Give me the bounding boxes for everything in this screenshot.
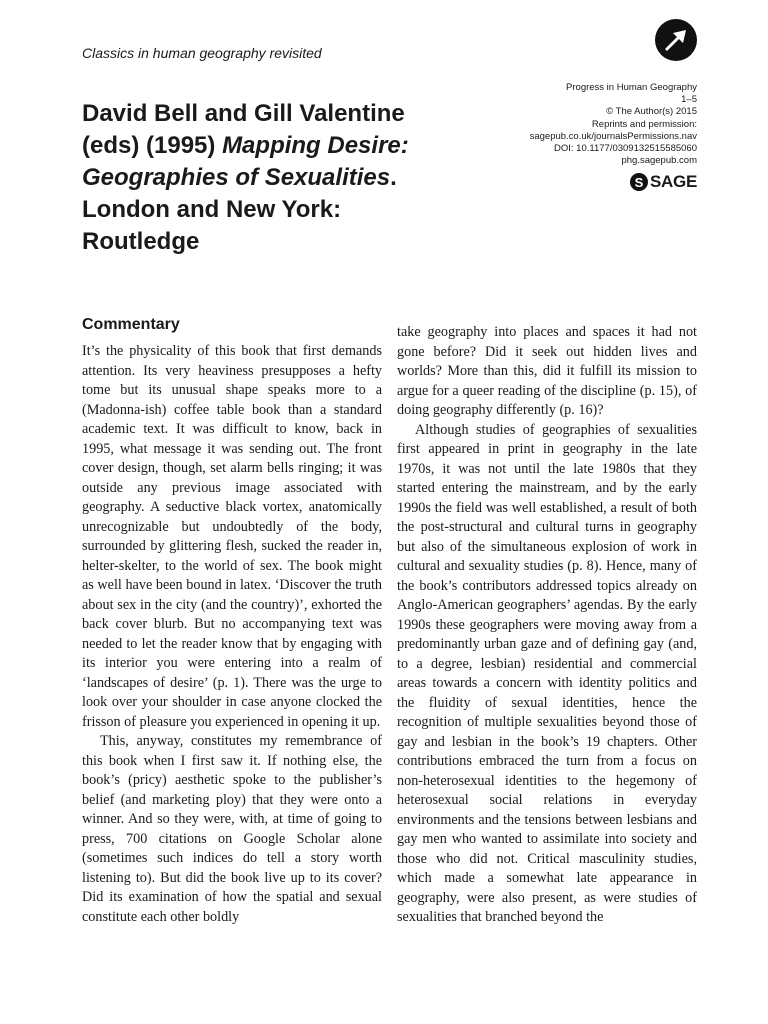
series-title: Classics in human geography revisited (82, 45, 322, 61)
title-book-name-part-2: Geographies of Sexualities (82, 164, 391, 191)
paragraph: It’s the physicality of this book that first demands attention. Its very heaviness presupposes a hefty tome but its unusual shape speaks more to a (Madonna-ish) coffee table book than a standard academic text. It was difficult to know, back in 1995, what message it was sending out. The front cover design, though, set alarm bells ringing; it was outside any previous image associated with geography. A seductive black vortex, anatomically unrecognizable but undoubtedly of the body, surrounded by glittering flesh, sucked the reader in, helter-skelter, to the world of sex. The book might as well have been bound in latex. ‘Discover the truth about sex in the city (and the country)’, exhorted the back cover blurb. But no accompanying text was needed to let the reader know that by engaging with its interior you were entering into a realm of ‘landscapes of desire’ (p. 1). There was the urge to look over your shoulder in case anyone clocked the frisson of pleasure you experienced in opening it up. (82, 343, 382, 730)
title-line-5: Routledge (82, 228, 200, 255)
right-column (397, 323, 697, 928)
arrow-circle-logo-icon (655, 19, 697, 61)
permissions-url[interactable]: sagepub.co.uk/journalsPermissions.nav (529, 130, 697, 142)
sage-wordmark: SAGE (650, 172, 697, 191)
sage-s-icon: S (630, 173, 648, 191)
page-range: 1–5 (681, 94, 697, 106)
title-line-3-end: . (390, 164, 397, 191)
title-line-1: David Bell and Gill Valentine (82, 100, 405, 127)
paragraph: This, anyway, constitutes my remembrance of this book when I first saw it. If nothing else, the book’s (pricy) aesthetic spoke to the publisher’s belief (and marketing ploy) that they were onto a winner. And so they were, with, at time of going to press, 700 citations on Google Scholar alone (sometimes such indices do tell a story worth listening to). But did the book live up to its cover? Did its examination of how the spatial and sexual constitute each other boldly (82, 733, 382, 925)
title-line-4: London and New York: (82, 196, 342, 223)
publisher-logo (630, 172, 697, 192)
title-line-2-start: (eds) (1995) (82, 132, 223, 159)
paragraph: Although studies of geographies of sexualities first appeared in print in geography in the late 1970s, it was not until the late 1980s that they started entering the mainstream, and by the early 1990s the field was well established, a result of both the post-structural and cultural turns in geography but also of the simultaneous explosion of work in cultural and sexuality studies (p. 8). Hence, many of the book’s contributors addressed topics already on Anglo-American geographers’ agendas. By the early 1990s these geographers were moving away from a predominantly urban gaze and of defining gay (and, to a degree, lesbian) residential and commercial areas towards a concern with identity politics and the fluidity of sexual identities, hence the recognition of multiple sexualities beyond those of gay and lesbian in the book’s 19 chapters. Other contributions embraced the turn from a focus on non-heterosexual identities to the hegemony of heterosexual social relations in everyday environments and the tensions between lesbians and gay men who wanted to assimilate into society and those who did not. Critical masculinity studies, which made a somewhat late appearance in geography, were also present, as were studies of sexualities that branched beyond the (397, 421, 697, 925)
left-column (82, 342, 382, 927)
paragraph: take geography into places and spaces it had not gone before? Did it seek out hidden lives and worlds? More than this, did it fulfill its mission to argue for a queer reading of the discipline (p. 15), of doing geography differently (p. 16)? (397, 324, 697, 418)
journal-metadata (530, 82, 697, 167)
article-title (82, 98, 482, 258)
journal-website[interactable]: phg.sagepub.com (621, 155, 697, 167)
doi[interactable]: DOI: 10.1177/0309132515585060 (554, 143, 697, 155)
reprints-notice: Reprints and permission: (591, 118, 697, 130)
title-book-name-part-1: Mapping Desire: (222, 132, 409, 159)
journal-name: Progress in Human Geography (566, 82, 697, 93)
section-heading: Commentary (82, 316, 180, 333)
copyright-notice: © The Author(s) 2015 (606, 106, 697, 118)
